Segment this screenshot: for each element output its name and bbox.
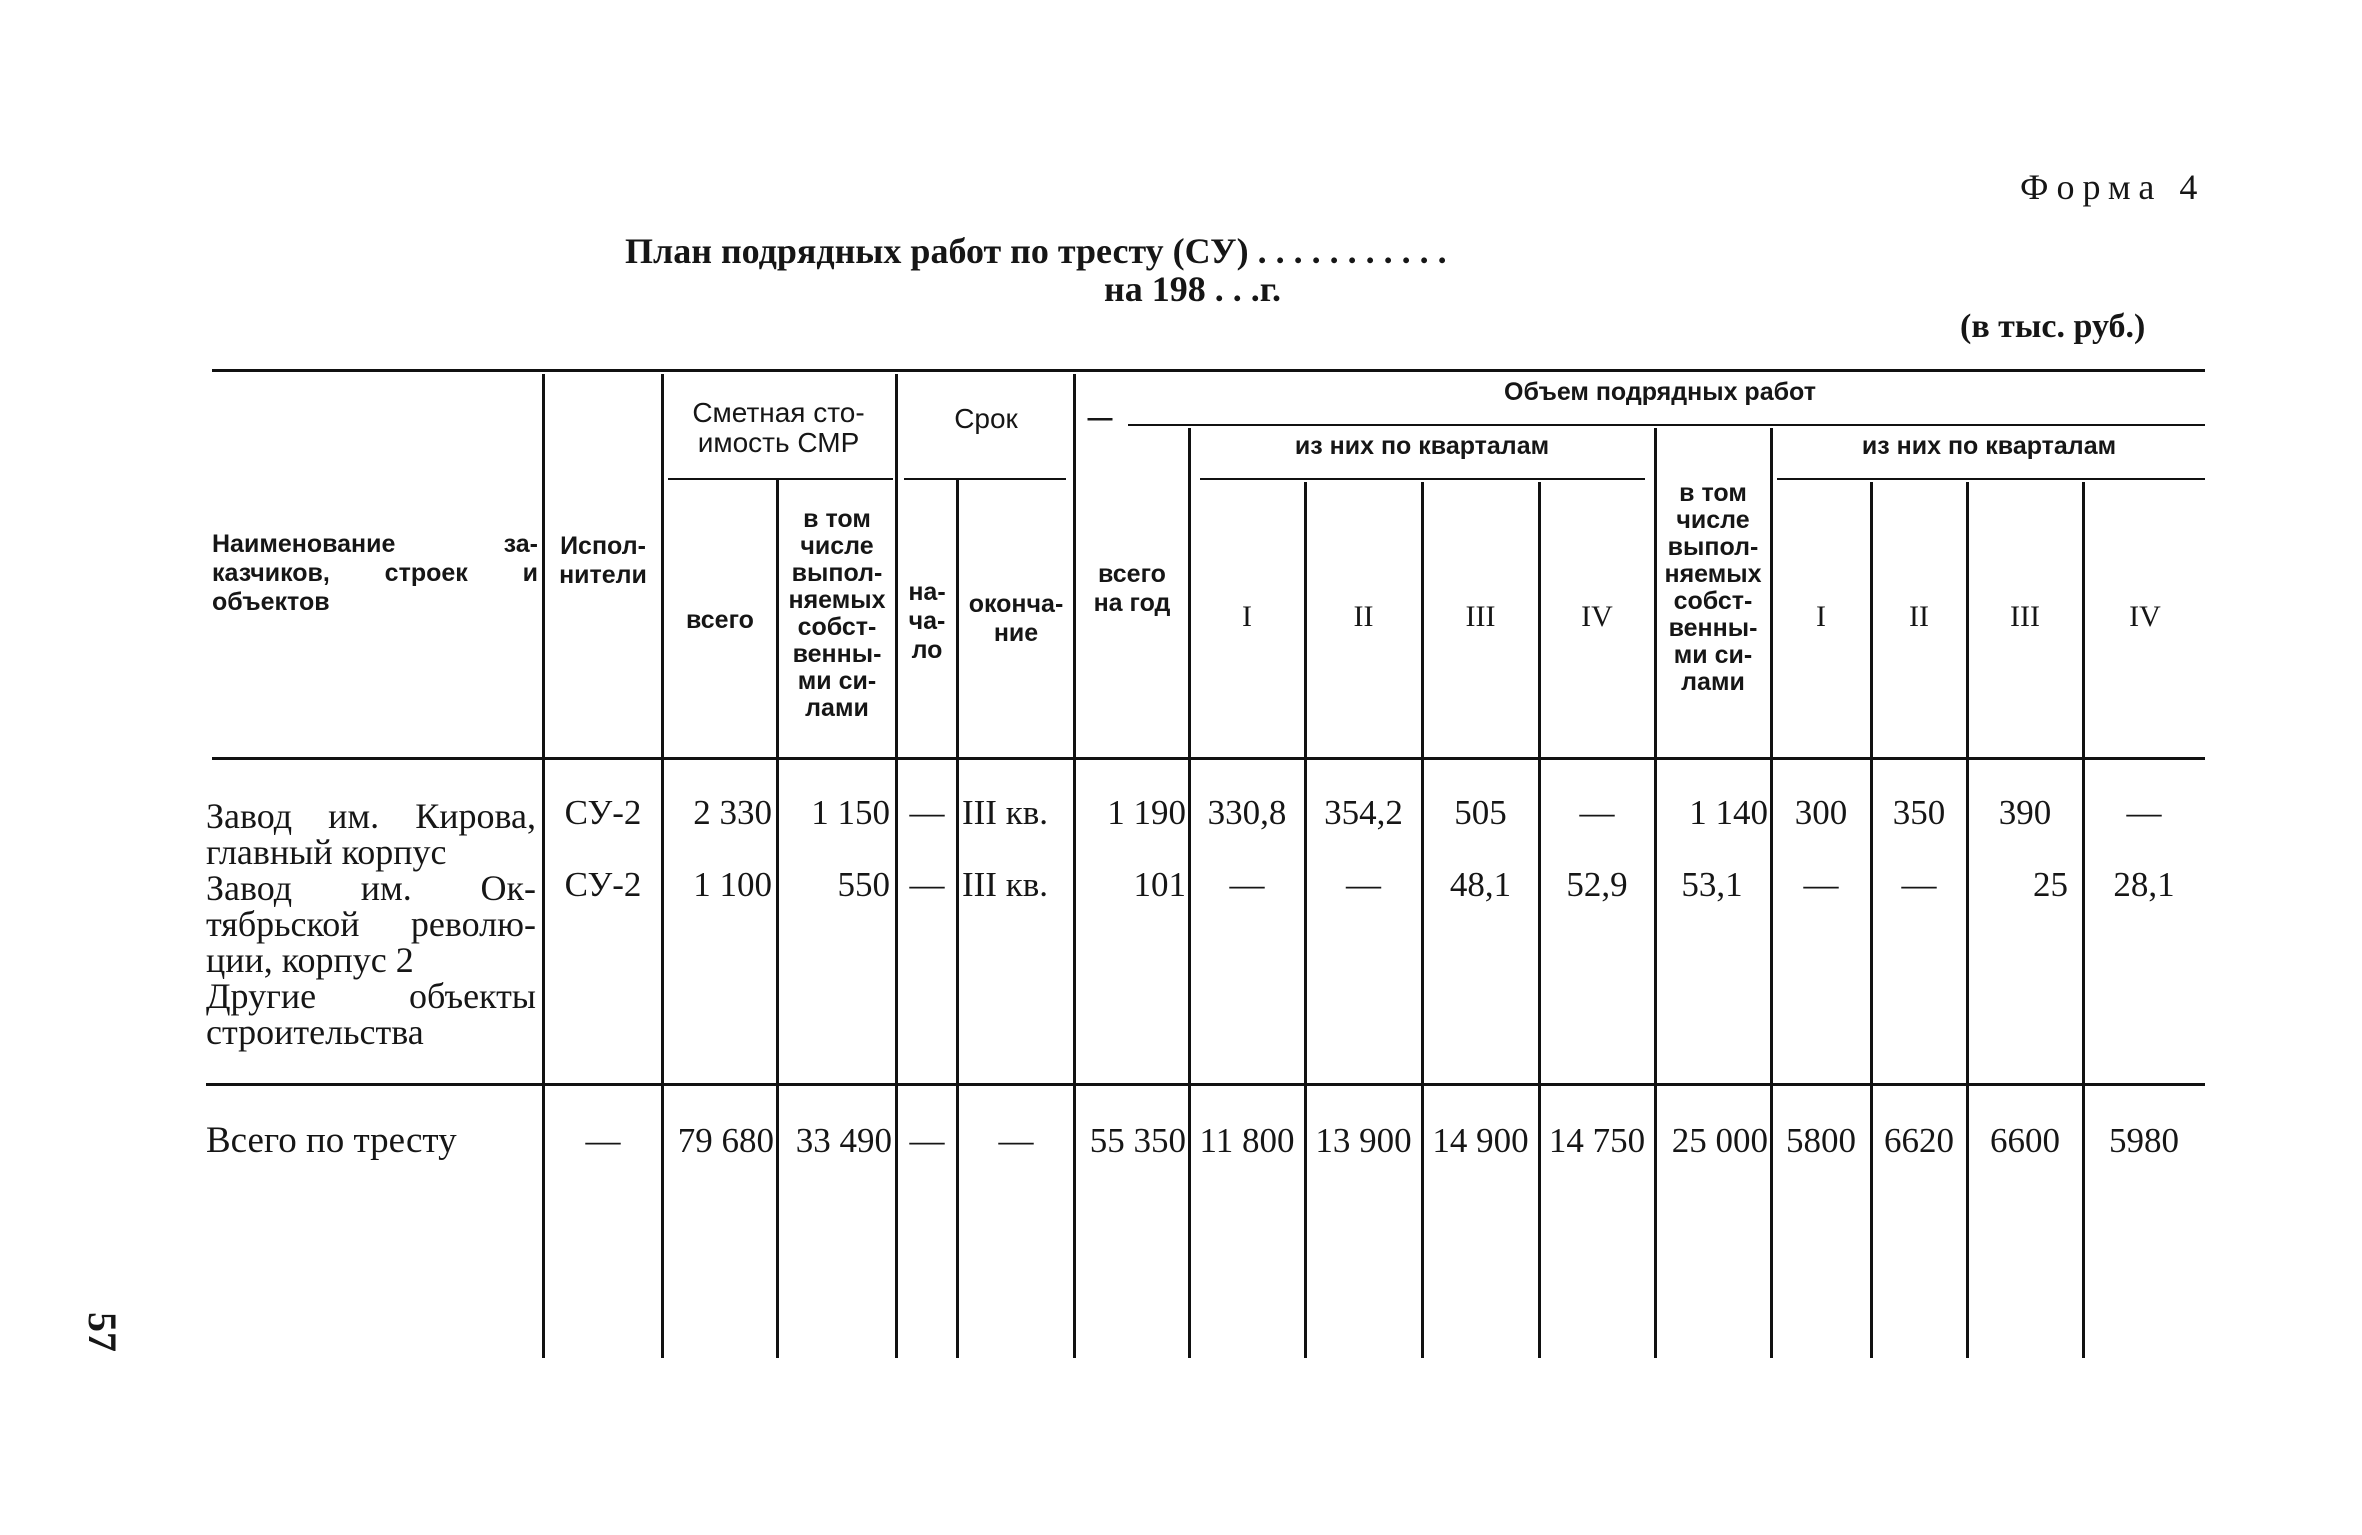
header-quarter: II: [1353, 600, 1374, 633]
total-top-rule: [206, 1083, 2205, 1086]
header-volume: Объем подрядных работ: [1504, 378, 1816, 406]
cell-own-q4: 28,1: [2113, 865, 2175, 904]
row-name: Другие объекты строительства: [206, 976, 536, 1052]
cell-q2: 354,2: [1324, 793, 1403, 832]
total-own-q3: 6600: [1990, 1121, 2060, 1160]
header-executors: Испол- нители: [559, 532, 647, 589]
cell-q1: —: [1229, 865, 1265, 904]
col-rule-own-q4: [2082, 482, 2085, 1358]
cell-executor: СУ-2: [564, 793, 642, 832]
header-period-end: оконча- ние: [968, 590, 1064, 647]
header-bottom-rule: [212, 757, 2205, 760]
cell-start: —: [909, 793, 945, 832]
total-own-q1: 5800: [1786, 1121, 1856, 1160]
cell-own-q2: 350: [1892, 793, 1946, 832]
table-top-rule: [212, 369, 2205, 372]
cell-cost-total: 2 330: [693, 793, 772, 832]
col-rule-q2: [1304, 482, 1307, 1358]
row-name: Завод им. Ок- тябрьской револю- ции, корпус 2: [206, 868, 536, 980]
cell-own-q1: 300: [1794, 793, 1848, 832]
header-quarter-own: II: [1909, 600, 1929, 633]
header-quarter: IV: [1581, 600, 1613, 633]
volume-header-rule: [1128, 424, 2205, 426]
col-rule-period-end: [956, 478, 959, 1358]
total-own-q4: 5980: [2109, 1121, 2179, 1160]
total-q3: 14 900: [1432, 1121, 1529, 1160]
header-period-start: на- ча- ло: [908, 578, 946, 664]
col-rule-executors: [542, 374, 545, 1358]
header-quarter-own: III: [2010, 600, 2040, 633]
cell-q1: 330,8: [1207, 793, 1287, 832]
col-rule-q4: [1538, 482, 1541, 1358]
cell-own-total: 53,1: [1681, 865, 1743, 904]
header-period: Срок: [954, 403, 1018, 434]
cell-q4: 52,9: [1566, 865, 1628, 904]
quarters-own-header-rule: [1777, 478, 2205, 480]
page-number: 57: [80, 1312, 125, 1352]
cell-end: III кв.: [962, 793, 1048, 832]
header-cost-own: в том числе выпол- няемых собст- венны- ми си- лами: [788, 505, 886, 722]
cell-q3: 505: [1454, 793, 1507, 832]
total-executor: —: [585, 1121, 621, 1160]
cell-year-total: 101: [1133, 865, 1186, 904]
cell-own-total: 1 140: [1689, 793, 1768, 832]
total-own-total: 25 000: [1671, 1121, 1768, 1160]
cell-executor: СУ-2: [564, 865, 642, 904]
total-own-q2: 6620: [1884, 1121, 1954, 1160]
total-year-total: 55 350: [1089, 1121, 1186, 1160]
total-q4: 14 750: [1548, 1121, 1646, 1160]
header-own-forces: в том числе выпол- няемых собст- венны- ми си- лами: [1664, 479, 1762, 696]
col-rule-own-q2: [1870, 482, 1873, 1358]
total-label: Всего по тресту: [206, 1120, 457, 1161]
period-header-rule: [904, 478, 1066, 480]
cell-start: —: [909, 865, 945, 904]
cell-end: III кв.: [962, 865, 1048, 904]
form-label: Форма 4: [2020, 167, 2206, 207]
total-q1: 11 800: [1199, 1121, 1295, 1160]
col-rule-q3: [1421, 482, 1424, 1358]
header-cost-total: всего: [686, 606, 754, 634]
cell-q2: —: [1346, 865, 1381, 904]
cell-own-q4: —: [2126, 793, 2162, 832]
cost-header-rule: [668, 478, 893, 480]
cell-cost-total: 1 100: [693, 865, 772, 904]
total-cost-total: 79 680: [677, 1121, 774, 1160]
header-quarter: III: [1465, 600, 1496, 633]
col-rule-cost-own: [776, 478, 779, 1358]
header-estimated-cost: Сметная сто- имость СМР: [692, 397, 865, 458]
cell-own-q2: —: [1901, 865, 1937, 904]
cell-own-q1: —: [1803, 865, 1839, 904]
cell-year-total: 1 190: [1107, 793, 1186, 832]
row-name: Завод им. Кирова, главный корпус: [206, 796, 536, 872]
header-by-quarters: из них по кварталам: [1294, 432, 1550, 460]
cell-q4: —: [1579, 793, 1615, 832]
header-quarter: I: [1242, 600, 1252, 633]
total-cost-own: 33 490: [795, 1121, 892, 1160]
quarters-header-rule: [1200, 478, 1645, 480]
total-start: —: [909, 1121, 945, 1160]
units-label: (в тыс. руб.): [1960, 308, 2146, 345]
document-title: План подрядных работ по тресту (СУ) . . . . . . . . . . .: [625, 231, 1447, 271]
header-year-total: всего на год: [1093, 560, 1171, 617]
header-quarter-own: I: [1816, 600, 1826, 633]
cell-q3: 48,1: [1449, 865, 1512, 904]
col-rule-own-q3: [1966, 482, 1969, 1358]
header-name: Наименование за- казчиков, строек и объектов: [212, 530, 538, 616]
cell-cost-own: 1 150: [811, 793, 890, 832]
header-dash: —: [1087, 404, 1113, 432]
cell-own-q3: 25: [2033, 865, 2068, 904]
cell-cost-own: 550: [837, 865, 890, 904]
cell-own-q3: 390: [1998, 793, 2052, 832]
header-quarter-own: IV: [2129, 600, 2161, 633]
document-subtitle: на 198 . . .г.: [1104, 269, 1282, 309]
total-end: —: [998, 1121, 1034, 1160]
header-by-quarters-own: из них по кварталам: [1861, 432, 2117, 460]
total-q2: 13 900: [1315, 1121, 1412, 1160]
